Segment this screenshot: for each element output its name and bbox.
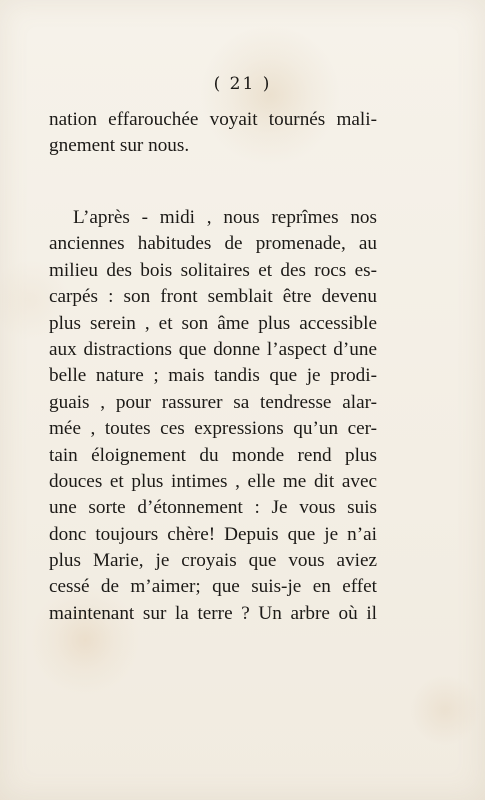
text-line: L’après - midi , nous reprîmes nos (73, 207, 377, 228)
text-line: anciennes habitudes de promenade, au (49, 233, 377, 255)
text-line: plus Marie, je croyais que vous aviez (49, 550, 377, 572)
page-number: ( 21 ) (213, 74, 272, 94)
text-line: douces et plus intimes , elle me dit avec (49, 470, 377, 492)
text-line: cessé de m’aimer; que suis-je en effet (49, 576, 377, 598)
paragraph (49, 205, 377, 627)
text-line: donc toujours chère! Depuis que je n’ai (49, 523, 377, 545)
text-line: plus serein , et son âme plus accessible (49, 312, 377, 334)
paragraph-continuation (49, 107, 377, 160)
text-line: mée , toutes ces expressions qu’un cer- (49, 418, 377, 440)
text-line: guais , pour rassurer sa tendresse alar- (49, 391, 377, 413)
text-line: une sorte d’étonnement : Je vous suis (49, 497, 377, 519)
text-line: aux distractions que donne l’aspect d’une (49, 338, 377, 360)
text-line: gnement sur nous. (49, 135, 190, 157)
text-line: maintenant sur la terre ? Un arbre où il (49, 602, 377, 624)
text-line: belle nature ; mais tandis que je prodi- (49, 365, 377, 387)
text-line: milieu des bois solitaires et des rocs es- (49, 259, 377, 281)
text-line: carpés : son front semblait être devenu (49, 286, 377, 308)
text-line: nation effarouchée voyait tournés mali- (49, 109, 377, 130)
text-line: tain éloignement du monde rend plus (49, 444, 377, 466)
